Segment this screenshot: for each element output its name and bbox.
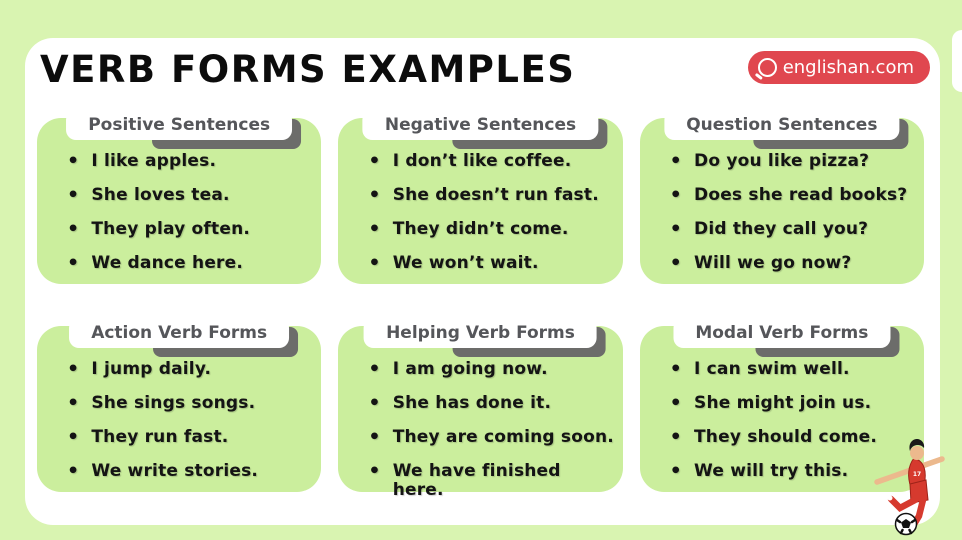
example-sentence: • We write stories.	[91, 461, 259, 481]
list-item	[67, 462, 313, 481]
card-action-verb-forms	[37, 318, 321, 492]
example-sentence: • Do you like pizza?	[694, 151, 870, 171]
list-item	[670, 360, 916, 379]
example-sentence: • I jump daily.	[91, 359, 212, 379]
example-sentence: • I like apples.	[91, 151, 217, 171]
example-sentence: • They didn’t come.	[392, 219, 569, 239]
card-title: Helping Verb Forms	[364, 318, 597, 348]
example-sentence: • Did they call you?	[694, 219, 869, 239]
magnifier-icon	[758, 58, 777, 77]
list-item	[67, 428, 313, 447]
example-sentence: • She doesn’t run fast.	[392, 185, 599, 205]
card-header-tab	[364, 318, 597, 348]
list-item	[670, 394, 916, 413]
example-sentence: • They play often.	[91, 219, 251, 239]
card-title: Negative Sentences	[363, 110, 598, 140]
card-header-tab	[664, 110, 899, 140]
list-item	[67, 220, 313, 239]
list-item	[670, 186, 916, 205]
example-sentence: • We dance here.	[91, 253, 244, 273]
list-item	[368, 428, 614, 447]
decor-edge-notch	[952, 30, 962, 92]
card-title: Modal Verb Forms	[673, 318, 890, 348]
list-item	[670, 220, 916, 239]
example-sentence: • Does she read books?	[694, 185, 908, 205]
list-item	[368, 254, 614, 273]
example-sentence: • I am going now.	[392, 359, 548, 379]
card-title: Question Sentences	[664, 110, 899, 140]
card-question-sentences	[640, 110, 924, 284]
example-sentence: • She might join us.	[694, 393, 872, 413]
example-sentence: • She sings songs.	[91, 393, 256, 413]
list-item	[67, 186, 313, 205]
example-sentence: • They run fast.	[91, 427, 229, 447]
list-item	[67, 152, 313, 171]
example-sentence: • We won’t wait.	[392, 253, 539, 273]
card-positive-sentences	[37, 110, 321, 284]
card-title: Positive Sentences	[66, 110, 292, 140]
main-panel	[25, 38, 940, 525]
example-sentence: • Will we go now?	[694, 253, 852, 273]
example-sentence: • They should come.	[694, 427, 878, 447]
example-sentence: • She loves tea.	[91, 185, 230, 205]
list-item	[368, 152, 614, 171]
example-sentence: • I don’t like coffee.	[392, 151, 572, 171]
card-header-tab	[363, 110, 598, 140]
cards-grid	[37, 110, 924, 500]
list-item	[368, 220, 614, 239]
list-item	[368, 462, 614, 500]
example-sentence: • We will try this.	[694, 461, 849, 481]
list-item	[670, 152, 916, 171]
card-title: Action Verb Forms	[69, 318, 289, 348]
list-item	[670, 254, 916, 273]
example-sentence: • We have finished here.	[392, 461, 561, 500]
list-item	[368, 186, 614, 205]
example-sentence: • She has done it.	[392, 393, 552, 413]
example-sentence: • They are coming soon.	[392, 427, 614, 447]
card-header-tab	[69, 318, 289, 348]
list-item	[368, 394, 614, 413]
list-item	[67, 394, 313, 413]
list-item	[368, 360, 614, 379]
page-title: VERB FORMS EXAMPLES	[40, 48, 576, 91]
card-header-tab	[66, 110, 292, 140]
site-logo-badge[interactable]	[748, 51, 930, 84]
card-helping-verb-forms	[338, 318, 622, 500]
football-player-illustration	[853, 420, 945, 540]
site-logo-text: englishan.com	[782, 57, 914, 78]
example-sentence: • I can swim well.	[694, 359, 850, 379]
card-negative-sentences	[338, 110, 622, 284]
card-header-tab	[673, 318, 890, 348]
list-item	[67, 360, 313, 379]
list-item	[67, 254, 313, 273]
svg-text:17: 17	[912, 471, 922, 478]
